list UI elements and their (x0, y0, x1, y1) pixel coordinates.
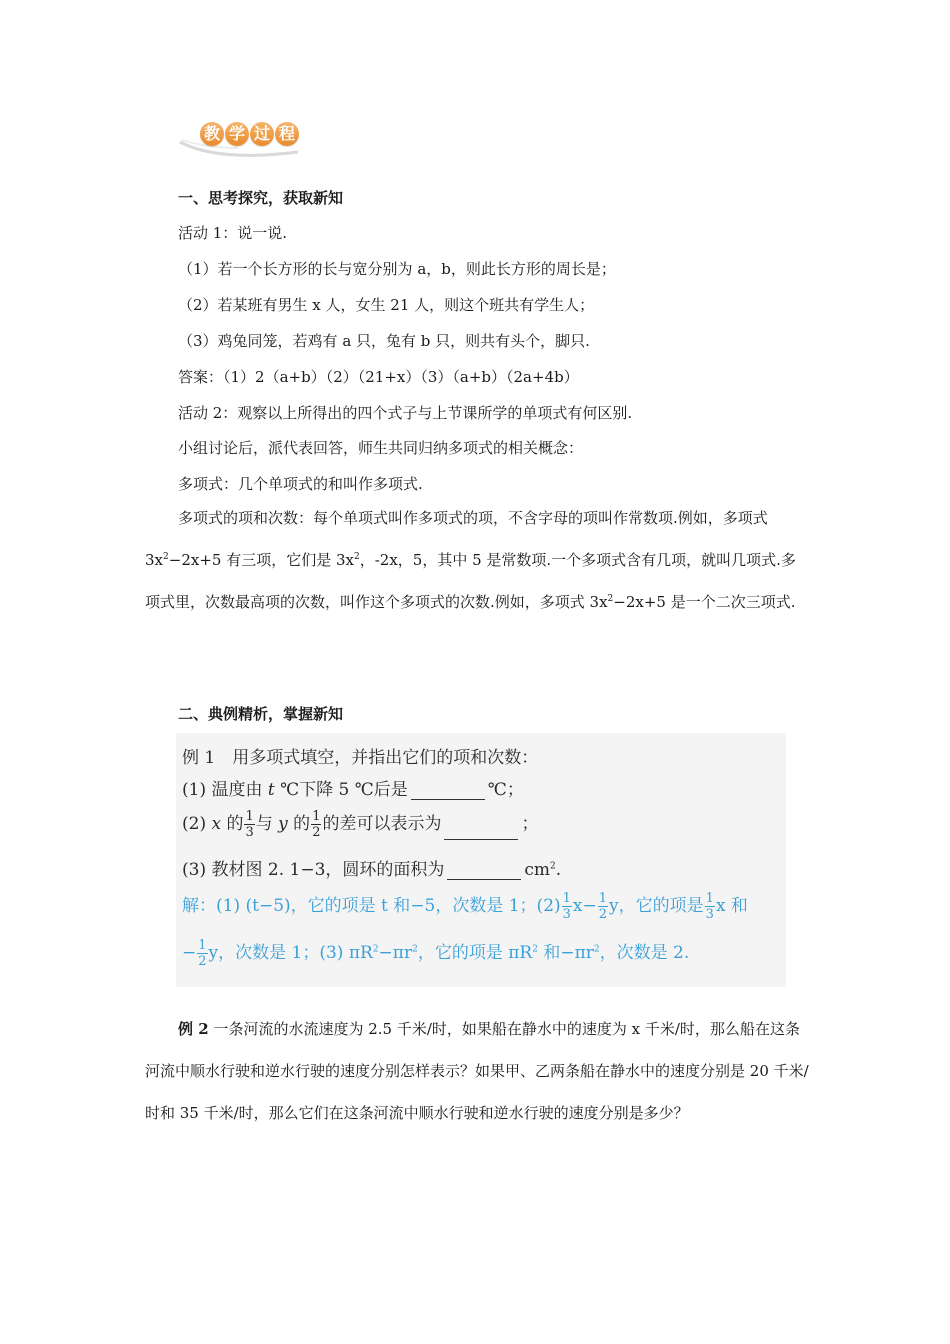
variable: t (267, 780, 275, 800)
superscript: 2 (163, 552, 169, 562)
text: 和−πr (537, 943, 594, 963)
group-discussion: 小组讨论后，派代表回答，师生共同归纳多项式的相关概念： (178, 439, 584, 457)
text: 的差可以表示为 (322, 814, 442, 834)
superscript: 2 (550, 861, 556, 872)
text: − (182, 943, 197, 963)
example2-text: 一条河流的水流速度为 2.5 千米/时，如果船在静水中的速度为 x 千米/时，那么船在这条河流中顺水行驶和逆水行驶的速度分别怎样表示？如果甲、乙两条船在静水中的速度分别是 20 千米/时和 35 千米/时，那么它们在这条河流中顺水行驶和逆水行驶的速度分别是多少？ (145, 1020, 809, 1122)
answer-blank (447, 861, 521, 880)
text: x− (572, 896, 597, 916)
text: (3) 教材图 2. 1−3，圆环的面积为 (182, 860, 445, 880)
fraction: $\frac{1}{2}$ (198, 938, 207, 969)
superscript: 2 (412, 944, 418, 955)
example1-part3 (182, 855, 561, 880)
text: 的 (221, 814, 244, 834)
example2-label: 例 2 (178, 1020, 209, 1038)
text: y，次数是 1；(3) πR (208, 943, 373, 963)
answer-blank (411, 781, 485, 800)
para-text: −2x+5 是一个二次三项式. (613, 593, 796, 611)
text: 与 (255, 814, 279, 834)
fraction: $\frac{1}{2}$ (312, 809, 321, 840)
question-2: （2）若某班有男生 x 人，女生 21 人，则这个班共有学生人； (178, 296, 595, 314)
fraction: $\frac{1}{3}$ (245, 809, 254, 840)
superscript: 2 (607, 594, 614, 604)
text: x 和 (715, 896, 748, 916)
polynomial-terms-paragraph (145, 497, 810, 623)
text: ℃下降 5 ℃后是 (274, 780, 408, 800)
answer-blank (444, 821, 518, 840)
variable: y (278, 814, 288, 834)
example1-part1 (182, 775, 524, 800)
para-text: ，-2x，5，其中 5 是常数项.一个多项式含有几项，就叫几项式.多项式里，次数最高项的次数，叫作这个多项式的次数.例如，多项式 3x (145, 551, 796, 611)
text: ； (521, 814, 539, 834)
text: ℃； (487, 780, 524, 800)
superscript: 2 (353, 552, 360, 562)
badge-char: 教 (200, 122, 224, 146)
activity2: 活动 2：观察以上所得出的四个式子与上节课所学的单项式有何区别. (178, 404, 633, 422)
example1-solution-line2 (182, 938, 689, 969)
text: (2) (182, 814, 212, 834)
example2-paragraph (145, 1008, 810, 1134)
definition: 多项式：几个单项式的和叫作多项式. (178, 475, 423, 493)
text: y，它的项是 (609, 896, 704, 916)
example1-title: 例 1 用多项式填空，并指出它们的项和次数： (182, 748, 539, 768)
text: . (555, 860, 562, 880)
badge-char: 学 (225, 122, 249, 146)
question-1: （1）若一个长方形的长与宽分别为 a，b，则此长方形的周长是； (178, 260, 616, 278)
text: ，它的项是 πR (417, 943, 533, 963)
example1-part2 (182, 809, 538, 840)
superscript: 2 (532, 944, 538, 955)
example1-box (176, 733, 786, 987)
fraction: $\frac{1}{3}$ (705, 891, 714, 922)
text: 解：(1) (t−5)，它的项是 t 和−5，次数是 1；(2) (182, 896, 561, 916)
para-text: −2x+5 有三项，它们是 3x (168, 551, 354, 569)
fraction: $\frac{1}{2}$ (598, 891, 608, 922)
activity1: 活动 1：说一说. (178, 224, 288, 242)
question-3: （3）鸡兔同笼，若鸡有 a 只，兔有 b 只，则共有头个，脚只. (178, 332, 590, 350)
para-text: 多项式的项和次数：每个单项式叫作多项式的项，不含字母的项叫作常数项.例如，多项式 3x (145, 509, 768, 569)
text: cm (524, 860, 551, 880)
example1-solution-line1 (182, 891, 748, 922)
badge-char: 过 (250, 122, 274, 146)
section2-heading: 二、典例精析，掌握新知 (178, 705, 344, 723)
text: −πr (378, 943, 413, 963)
section1-heading: 一、思考探究，获取新知 (178, 189, 344, 207)
text: 的 (287, 814, 311, 834)
answer: 答案：（1）2（a+b）（2）（21+x）（3）（a+b）（2a+4b） (178, 368, 579, 386)
badge-char: 程 (275, 122, 299, 146)
superscript: 2 (372, 944, 379, 955)
text: ，次数是 2. (599, 943, 690, 963)
text: (1) 温度由 (182, 780, 268, 800)
variable: x (211, 814, 222, 834)
section-badge (178, 118, 318, 162)
fraction: $\frac{1}{3}$ (562, 891, 571, 922)
superscript: 2 (593, 944, 600, 955)
